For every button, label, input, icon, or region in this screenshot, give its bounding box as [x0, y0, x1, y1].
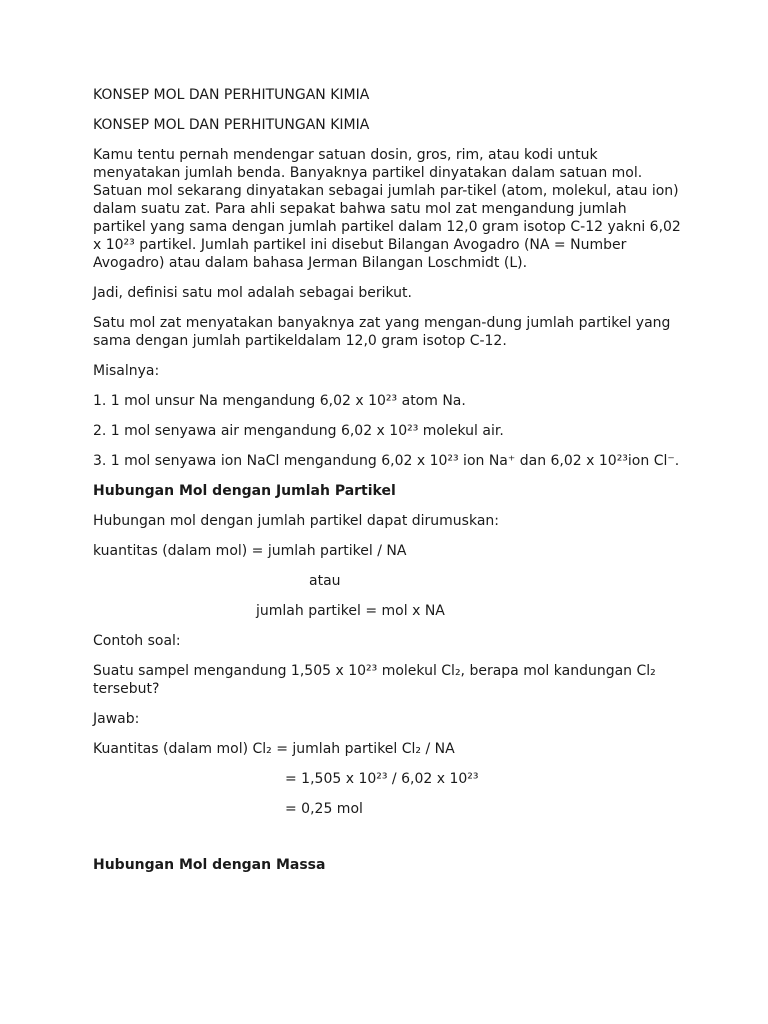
document-subtitle: KONSEP MOL DAN PERHITUNGAN KIMIA — [93, 117, 370, 133]
examples-label: Misalnya: — [93, 363, 160, 379]
formula-line-1: kuantitas (dalam mol) = jumlah partikel / NA — [93, 543, 407, 559]
answer-line-2: = 1,505 x 10²³ / 6,02 x 10²³ — [285, 771, 479, 787]
intro-paragraph: Kamu tentu pernah mendengar satuan dosin, gros, rim, atau kodi untuk menyatakan jumlah benda. Banyaknya partikel dinyatakan dalam satuan mol. Satuan mol sekarang dinyatakan sebagai jumlah par-tikel (atom, molekul, atau ion) dalam suatu zat. Para ahli sepakat bahwa satu mol zat mengandung jumlah partikel yang sama dengan jumlah partikel dalam 12,0 gram isotop C-12 yakni 6,02 x 10²³ partikel. Jumlah partikel ini disebut Bilangan Avogadro (NA = Number Avogadro) atau dalam bahasa Jerman Bilangan Loschmidt (L). — [93, 147, 681, 271]
formula-or: atau — [309, 573, 341, 589]
definition-intro: Jadi, definisi satu mol adalah sebagai berikut. — [93, 285, 412, 301]
section-heading-mass: Hubungan Mol dengan Massa — [93, 857, 326, 873]
section-heading-particles: Hubungan Mol dengan Jumlah Partikel — [93, 483, 396, 499]
answer-line-3: = 0,25 mol — [285, 801, 363, 817]
answer-label: Jawab: — [93, 711, 140, 727]
answer-line-1: Kuantitas (dalam mol) Cl₂ = jumlah partikel Cl₂ / NA — [93, 741, 455, 757]
formula-intro: Hubungan mol dengan jumlah partikel dapat dirumuskan: — [93, 513, 499, 529]
document-body — [93, 86, 683, 874]
document-title: KONSEP MOL DAN PERHITUNGAN KIMIA — [93, 87, 370, 103]
sample-problem-text: Suatu sampel mengandung 1,505 x 10²³ molekul Cl₂, berapa mol kandungan Cl₂ tersebut? — [93, 663, 656, 697]
formula-line-2: jumlah partikel = mol x NA — [256, 603, 445, 619]
example-item-1: 1. 1 mol unsur Na mengandung 6,02 x 10²³ atom Na. — [93, 393, 466, 409]
example-item-3: 3. 1 mol senyawa ion NaCl mengandung 6,02 x 10²³ ion Na⁺ dan 6,02 x 10²³ion Cl⁻. — [93, 453, 680, 469]
example-item-2: 2. 1 mol senyawa air mengandung 6,02 x 10²³ molekul air. — [93, 423, 504, 439]
sample-problem-label: Contoh soal: — [93, 633, 181, 649]
definition-paragraph: Satu mol zat menyatakan banyaknya zat yang mengan-dung jumlah partikel yang sama dengan jumlah partikeldalam 12,0 gram isotop C-12. — [93, 315, 671, 349]
section-gap — [93, 830, 683, 856]
